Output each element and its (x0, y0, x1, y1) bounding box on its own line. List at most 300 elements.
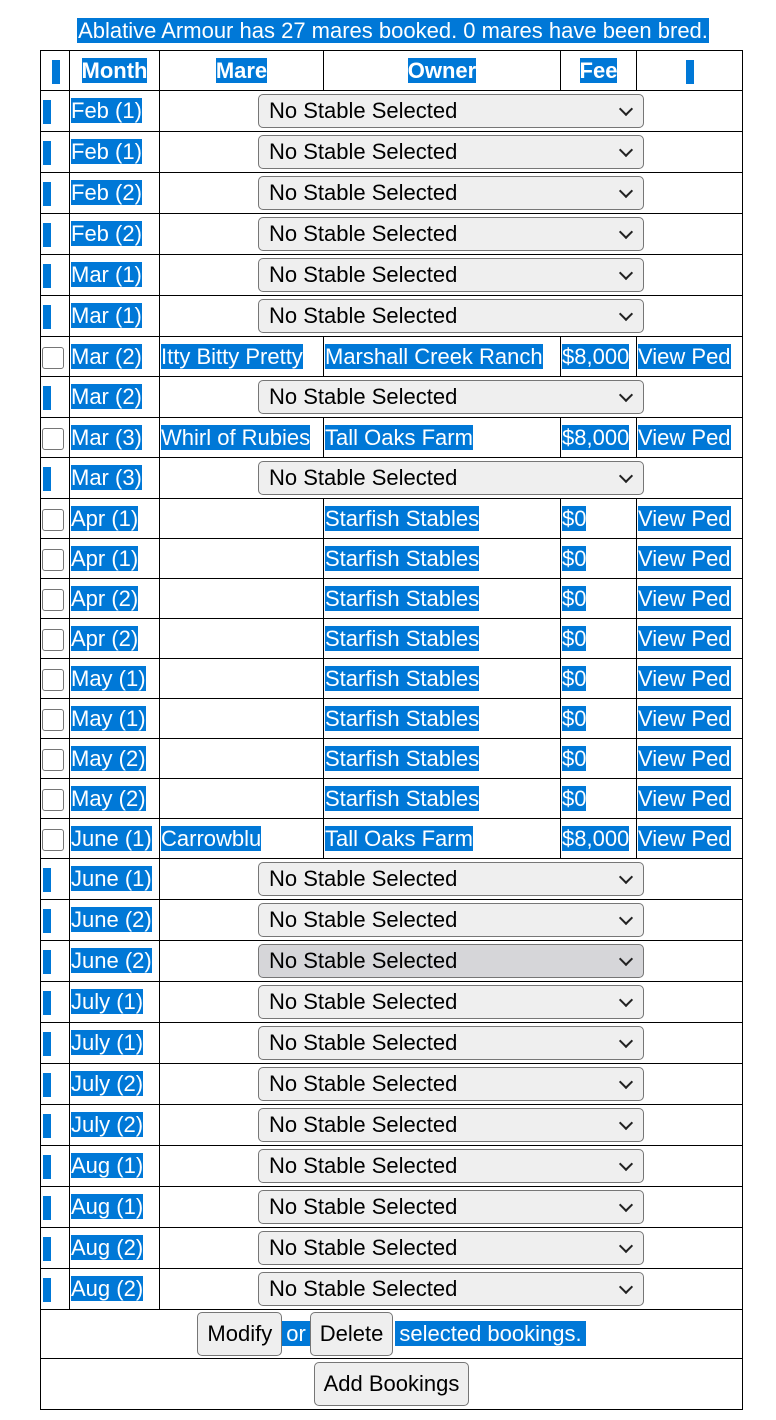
stable-select[interactable] (258, 862, 644, 896)
fee-cell (561, 779, 637, 819)
month-label: May (2) (71, 745, 146, 771)
table-row (41, 1064, 743, 1105)
fee-value: $8,000 (562, 424, 630, 450)
owner-name: Tall Oaks Farm (325, 424, 473, 450)
table-row (41, 819, 743, 859)
row-marker (43, 100, 51, 124)
table-row (41, 659, 743, 699)
stable-cell (160, 1187, 743, 1228)
stable-cell (160, 132, 743, 173)
footer-actions-cell (41, 1310, 743, 1359)
row-select-cell (41, 941, 70, 982)
stable-cell (160, 296, 743, 337)
month-label: June (2) (71, 907, 152, 932)
month-cell (70, 91, 160, 132)
stable-select[interactable] (258, 1026, 644, 1060)
month-cell (70, 132, 160, 173)
view-pedigree-link[interactable]: View Ped (638, 545, 731, 571)
owner-cell (324, 619, 561, 659)
owner-name: Starfish Stables (325, 625, 480, 651)
stable-select-value: No Stable Selected (269, 384, 458, 409)
row-checkbox[interactable] (42, 428, 64, 450)
owner-name: Tall Oaks Farm (325, 825, 473, 851)
row-select-cell (41, 91, 70, 132)
stable-cell (160, 941, 743, 982)
month-label: July (1) (71, 1030, 144, 1055)
stable-select-value: No Stable Selected (269, 139, 458, 164)
owner-cell (324, 418, 561, 458)
row-checkbox[interactable] (42, 549, 64, 571)
row-select-cell (41, 173, 70, 214)
row-select-cell[interactable] (41, 699, 70, 739)
header-month-label: Month (81, 57, 148, 83)
pedigree-cell[interactable] (637, 337, 743, 377)
owner-cell (324, 699, 561, 739)
chevron-down-icon (619, 952, 633, 966)
mare-cell (160, 539, 324, 579)
fee-cell (561, 499, 637, 539)
stable-cell (160, 173, 743, 214)
row-marker (43, 386, 51, 410)
owner-cell (324, 659, 561, 699)
row-select-cell[interactable] (41, 619, 70, 659)
stable-select[interactable] (258, 299, 644, 333)
header-actions (637, 51, 743, 91)
row-marker (43, 909, 51, 933)
month-label: Apr (2) (71, 625, 139, 651)
view-pedigree-link[interactable]: View Ped (638, 825, 731, 851)
view-pedigree-link[interactable]: View Ped (638, 705, 731, 731)
row-marker (43, 1073, 51, 1097)
month-label: Apr (2) (71, 585, 139, 611)
stable-select-value: No Stable Selected (269, 303, 458, 328)
fee-cell (561, 739, 637, 779)
header-select (41, 51, 70, 91)
row-marker (43, 264, 51, 288)
chevron-down-icon (619, 266, 633, 280)
row-checkbox[interactable] (42, 789, 64, 811)
table-row (41, 699, 743, 739)
mare-cell (160, 337, 324, 377)
view-pedigree-link[interactable]: View Ped (638, 343, 731, 369)
owner-name: Starfish Stables (325, 665, 480, 691)
month-cell (70, 337, 160, 377)
view-pedigree-link[interactable]: View Ped (638, 505, 731, 531)
month-label: June (2) (71, 948, 152, 973)
table-row (41, 941, 743, 982)
booking-summary (0, 18, 776, 44)
month-cell (70, 699, 160, 739)
chevron-down-icon (619, 469, 633, 483)
month-label: June (1) (71, 825, 152, 851)
fee-cell (561, 579, 637, 619)
footer-add-cell (41, 1359, 743, 1410)
month-cell (70, 941, 160, 982)
mare-cell (160, 819, 324, 859)
month-label: June (1) (71, 866, 152, 891)
chevron-down-icon (619, 1116, 633, 1130)
stable-select[interactable] (258, 135, 644, 169)
month-cell (70, 579, 160, 619)
month-label: Aug (2) (71, 1276, 144, 1301)
table-row (41, 859, 743, 900)
month-label: May (1) (71, 665, 146, 691)
month-cell (70, 499, 160, 539)
row-select-cell (41, 859, 70, 900)
month-cell (70, 1105, 160, 1146)
owner-cell (324, 579, 561, 619)
month-label: Apr (1) (71, 545, 139, 571)
owner-name: Starfish Stables (325, 705, 480, 731)
month-label: Feb (2) (71, 180, 142, 205)
stable-cell (160, 255, 743, 296)
row-select-cell[interactable] (41, 579, 70, 619)
row-select-cell[interactable] (41, 418, 70, 458)
view-pedigree-link[interactable]: View Ped (638, 785, 731, 811)
table-row (41, 1269, 743, 1310)
view-pedigree-link[interactable]: View Ped (638, 745, 731, 771)
month-label: May (2) (71, 785, 146, 811)
month-cell (70, 296, 160, 337)
stable-select[interactable] (258, 176, 644, 210)
header-owner (324, 51, 561, 91)
modify-button[interactable]: Modify (197, 1312, 282, 1356)
stable-select-value: No Stable Selected (269, 262, 458, 287)
stable-select-value: No Stable Selected (269, 866, 458, 891)
owner-cell (324, 499, 561, 539)
stable-select[interactable] (258, 903, 644, 937)
owner-name: Starfish Stables (325, 745, 480, 771)
month-cell (70, 859, 160, 900)
mare-cell (160, 499, 324, 539)
month-cell (70, 1146, 160, 1187)
table-row (41, 619, 743, 659)
owner-name: Starfish Stables (325, 585, 480, 611)
row-marker (43, 1278, 51, 1302)
stable-select-value: No Stable Selected (269, 948, 458, 973)
pedigree-cell[interactable] (637, 659, 743, 699)
table-row (41, 779, 743, 819)
chevron-down-icon (619, 143, 633, 157)
table-header-row (41, 51, 743, 91)
stable-cell (160, 1023, 743, 1064)
mare-name: Carrowblu (161, 825, 262, 851)
month-label: Aug (2) (71, 1235, 144, 1260)
month-cell (70, 1269, 160, 1310)
month-cell (70, 900, 160, 941)
month-cell (70, 1187, 160, 1228)
row-select-cell (41, 1105, 70, 1146)
row-select-cell[interactable] (41, 539, 70, 579)
row-marker (43, 141, 51, 165)
month-cell (70, 1228, 160, 1269)
month-label: Aug (1) (71, 1194, 144, 1219)
bookings-table (40, 50, 743, 1410)
table-row (41, 739, 743, 779)
stable-select-value: No Stable Selected (269, 1112, 458, 1137)
row-checkbox[interactable] (42, 709, 64, 731)
stable-cell (160, 1228, 743, 1269)
owner-cell (324, 779, 561, 819)
mare-name: Itty Bitty Pretty (161, 343, 303, 369)
pedigree-cell[interactable] (637, 699, 743, 739)
table-row (41, 982, 743, 1023)
month-cell (70, 418, 160, 458)
stable-select-value: No Stable Selected (269, 221, 458, 246)
mare-cell (160, 659, 324, 699)
stable-select-value: No Stable Selected (269, 98, 458, 123)
month-label: Feb (1) (71, 139, 142, 164)
row-select-cell (41, 1269, 70, 1310)
row-select-cell (41, 900, 70, 941)
month-label: Apr (1) (71, 505, 139, 531)
table-row (41, 132, 743, 173)
row-select-cell[interactable] (41, 819, 70, 859)
month-label: Mar (1) (71, 262, 142, 287)
month-cell (70, 539, 160, 579)
fee-cell (561, 337, 637, 377)
row-marker (43, 950, 51, 974)
fee-value: $0 (562, 745, 587, 771)
stable-cell (160, 1064, 743, 1105)
fee-value: $0 (562, 665, 587, 691)
pedigree-cell[interactable] (637, 579, 743, 619)
fee-value: $0 (562, 625, 587, 651)
month-label: Mar (3) (71, 424, 142, 450)
row-select-cell (41, 377, 70, 418)
pedigree-cell[interactable] (637, 499, 743, 539)
view-pedigree-link[interactable]: View Ped (638, 585, 731, 611)
table-row (41, 255, 743, 296)
header-mare-label: Mare (215, 57, 268, 83)
owner-cell (324, 819, 561, 859)
chevron-down-icon (619, 993, 633, 1007)
stable-cell (160, 1146, 743, 1187)
chevron-down-icon (619, 225, 633, 239)
fee-cell (561, 659, 637, 699)
month-label: Aug (1) (71, 1153, 144, 1178)
table-row (41, 499, 743, 539)
row-marker (43, 305, 51, 329)
stable-select-value: No Stable Selected (269, 989, 458, 1014)
month-label: Mar (2) (71, 343, 142, 369)
stable-select[interactable] (258, 461, 644, 495)
chevron-down-icon (619, 1157, 633, 1171)
table-row (41, 173, 743, 214)
row-marker (43, 1032, 51, 1056)
row-select-cell (41, 1064, 70, 1105)
mare-cell (160, 739, 324, 779)
pedigree-cell[interactable] (637, 619, 743, 659)
chevron-down-icon (619, 911, 633, 925)
footer-actions-row (41, 1310, 743, 1359)
row-marker (43, 991, 51, 1015)
stable-select[interactable] (258, 1231, 644, 1265)
stable-cell (160, 458, 743, 499)
view-pedigree-link[interactable]: View Ped (638, 424, 731, 450)
row-checkbox[interactable] (42, 589, 64, 611)
stable-select[interactable] (258, 1149, 644, 1183)
stable-select-value: No Stable Selected (269, 1276, 458, 1301)
fee-value: $0 (562, 705, 587, 731)
pedigree-cell[interactable] (637, 418, 743, 458)
row-select-cell[interactable] (41, 499, 70, 539)
month-cell (70, 779, 160, 819)
row-marker (43, 1237, 51, 1261)
row-marker (43, 1196, 51, 1220)
mare-cell (160, 579, 324, 619)
owner-name: Starfish Stables (325, 785, 480, 811)
month-cell (70, 377, 160, 418)
owner-name: Starfish Stables (325, 505, 480, 531)
stable-select-value: No Stable Selected (269, 1030, 458, 1055)
stable-cell (160, 377, 743, 418)
pedigree-cell[interactable] (637, 819, 743, 859)
month-label: Feb (2) (71, 221, 142, 246)
table-row (41, 458, 743, 499)
view-pedigree-link[interactable]: View Ped (638, 665, 731, 691)
row-checkbox[interactable] (42, 629, 64, 651)
stable-select[interactable] (258, 94, 644, 128)
row-select-cell[interactable] (41, 337, 70, 377)
row-select-cell (41, 214, 70, 255)
stable-cell (160, 214, 743, 255)
stable-select-value: No Stable Selected (269, 1153, 458, 1178)
table-row (41, 1187, 743, 1228)
row-select-cell (41, 1228, 70, 1269)
fee-value: $0 (562, 545, 587, 571)
owner-cell (324, 337, 561, 377)
fee-cell (561, 619, 637, 659)
fee-value: $8,000 (562, 343, 630, 369)
mare-cell (160, 619, 324, 659)
booking-summary-text: Ablative Armour has 27 mares booked. 0 mares have been bred. (78, 18, 708, 43)
chevron-down-icon (619, 184, 633, 198)
month-cell (70, 819, 160, 859)
stable-cell (160, 900, 743, 941)
table-row (41, 579, 743, 619)
table-row (41, 1228, 743, 1269)
row-select-cell (41, 1187, 70, 1228)
chevron-down-icon (619, 870, 633, 884)
fee-cell (561, 819, 637, 859)
stable-select[interactable] (258, 1108, 644, 1142)
stable-cell (160, 1105, 743, 1146)
stable-select-value: No Stable Selected (269, 1071, 458, 1096)
stable-cell (160, 1269, 743, 1310)
header-month (70, 51, 160, 91)
row-marker (43, 467, 51, 491)
row-select-cell[interactable] (41, 779, 70, 819)
month-cell (70, 458, 160, 499)
stable-select[interactable] (258, 1272, 644, 1306)
month-label: July (2) (71, 1071, 144, 1096)
pedigree-cell[interactable] (637, 539, 743, 579)
header-fee (561, 51, 637, 91)
mare-name: Whirl of Rubies (161, 424, 311, 450)
pedigree-cell[interactable] (637, 739, 743, 779)
row-marker (43, 223, 51, 247)
row-select-cell[interactable] (41, 659, 70, 699)
stable-select-value: No Stable Selected (269, 1235, 458, 1260)
row-select-cell (41, 982, 70, 1023)
month-cell (70, 1023, 160, 1064)
fee-value: $0 (562, 785, 587, 811)
stable-select[interactable] (258, 217, 644, 251)
or-text: or (282, 1321, 310, 1346)
table-row (41, 214, 743, 255)
table-row (41, 418, 743, 458)
month-cell (70, 255, 160, 296)
table-row (41, 377, 743, 418)
delete-button[interactable]: Delete (310, 1312, 394, 1356)
table-row (41, 1023, 743, 1064)
stable-select[interactable] (258, 944, 644, 978)
stable-cell (160, 982, 743, 1023)
owner-name: Starfish Stables (325, 545, 480, 571)
stable-select[interactable] (258, 258, 644, 292)
pedigree-cell[interactable] (637, 779, 743, 819)
month-cell (70, 214, 160, 255)
table-row (41, 900, 743, 941)
row-select-cell (41, 255, 70, 296)
month-cell (70, 619, 160, 659)
header-actions-marker (686, 60, 694, 84)
month-cell (70, 173, 160, 214)
month-label: Mar (2) (71, 384, 142, 409)
table-row (41, 1146, 743, 1187)
mare-cell (160, 699, 324, 739)
owner-cell (324, 739, 561, 779)
month-label: Mar (3) (71, 465, 142, 490)
add-bookings-button[interactable]: Add Bookings (314, 1362, 470, 1406)
stable-select[interactable] (258, 1067, 644, 1101)
owner-name: Marshall Creek Ranch (325, 343, 543, 369)
fee-cell (561, 418, 637, 458)
row-checkbox[interactable] (42, 829, 64, 851)
chevron-down-icon (619, 1280, 633, 1294)
row-select-cell (41, 1023, 70, 1064)
stable-select[interactable] (258, 985, 644, 1019)
chevron-down-icon (619, 307, 633, 321)
row-checkbox[interactable] (42, 669, 64, 691)
view-pedigree-link[interactable]: View Ped (638, 625, 731, 651)
table-row (41, 91, 743, 132)
stable-select[interactable] (258, 1190, 644, 1224)
row-checkbox[interactable] (42, 509, 64, 531)
row-marker (43, 182, 51, 206)
table-row (41, 337, 743, 377)
stable-select[interactable] (258, 380, 644, 414)
row-select-cell (41, 296, 70, 337)
month-cell (70, 739, 160, 779)
month-label: May (1) (71, 705, 146, 731)
month-label: Mar (1) (71, 303, 142, 328)
row-checkbox[interactable] (42, 347, 64, 369)
mare-cell (160, 779, 324, 819)
stable-select-value: No Stable Selected (269, 907, 458, 932)
row-select-cell[interactable] (41, 739, 70, 779)
month-cell (70, 659, 160, 699)
row-marker (43, 1114, 51, 1138)
table-row (41, 296, 743, 337)
stable-cell (160, 91, 743, 132)
header-mare (160, 51, 324, 91)
footer-add-row (41, 1359, 743, 1410)
chevron-down-icon (619, 102, 633, 116)
row-checkbox[interactable] (42, 749, 64, 771)
month-cell (70, 982, 160, 1023)
